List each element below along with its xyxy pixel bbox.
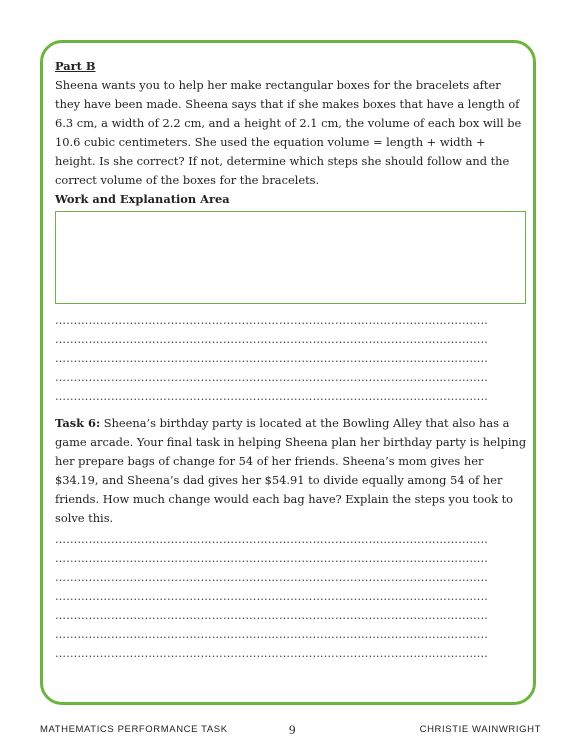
page-footer [0,722,581,740]
answer-line[interactable]: …………………………………………………………………………………………………….. [55,333,488,346]
answer-line[interactable]: …………………………………………………………………………………………………….. [55,628,488,641]
page-number: 9 [289,722,296,737]
answer-line[interactable]: …………………………………………………………………………………………………….. [55,552,488,565]
task6-text: Sheena’s birthday party is located at the Bowling Alley that also has a game arcade. Your final task in helping Sheena plan her birthday party is helping her prepare bags of change for 54 of her friends. Sheena’s mom gives her $34.19, and Sheena’s dad gives her $54.91 to divide equally among 54 of her friends. How much change would each bag have? Explain the steps you took to solve this. [55,416,527,525]
answer-line[interactable]: …………………………………………………………………………………………………….. [55,352,488,365]
task6-paragraph [55,414,527,528]
page-content [55,57,527,660]
work-area-box[interactable] [55,211,526,304]
answer-line[interactable]: …………………………………………………………………………………………………….. [55,647,488,660]
answer-line[interactable]: …………………………………………………………………………………………………….. [55,371,488,384]
answer-line[interactable]: …………………………………………………………………………………………………….. [55,609,488,622]
task6-label: Task 6: [55,416,101,430]
answer-line[interactable]: …………………………………………………………………………………………………….. [55,314,488,327]
answer-line[interactable]: …………………………………………………………………………………………………….. [55,571,488,584]
answer-lines-1 [55,311,527,406]
answer-line[interactable]: …………………………………………………………………………………………………….. [55,533,488,546]
answer-lines-2 [55,530,527,663]
part-b-title: Part B [55,59,96,73]
footer-author: CHRISTIE WAINWRIGHT [419,724,541,735]
work-area-title: Work and Explanation Area [55,192,230,206]
footer-subject: MATHEMATICS PERFORMANCE TASK [40,724,228,735]
answer-line[interactable]: …………………………………………………………………………………………………….. [55,390,488,403]
part-b-text: Sheena wants you to help her make rectangular boxes for the bracelets after they have been made. Sheena says that if she makes boxes that have a length of 6.3 cm, a width of 2.2 cm, and a height of 2.1 cm, the volume of each box will be 10.6 cubic centimeters. She used the equation volume = length + width + height. Is she correct? If not, determine which steps she should follow and the correct volume of the boxes for the bracelets. [55,78,522,187]
answer-line[interactable]: …………………………………………………………………………………………………….. [55,590,488,603]
